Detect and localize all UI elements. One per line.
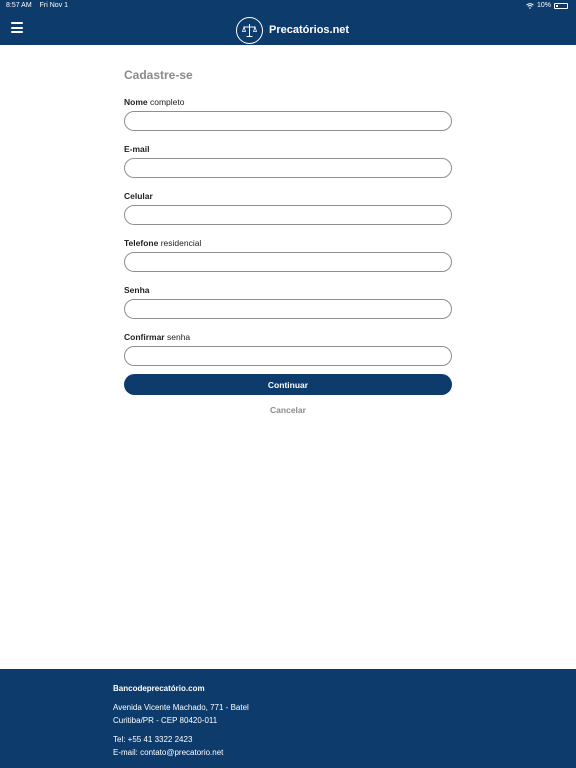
- footer-phone: Tel: +55 41 3322 2423: [113, 735, 193, 744]
- form-title: Cadastre-se: [124, 68, 193, 82]
- field-label: [124, 284, 452, 296]
- footer-address: [113, 701, 249, 727]
- footer-contact: [113, 682, 249, 759]
- brand-logo[interactable]: [236, 16, 349, 44]
- field-label-bold: Senha: [124, 285, 150, 295]
- field-label: [124, 190, 452, 202]
- field-nome-completo: [124, 96, 452, 131]
- footer-contact-info: [113, 733, 249, 759]
- field-label: [124, 237, 452, 249]
- cancel-link[interactable]: Cancelar: [270, 405, 306, 415]
- field-label-bold: Telefone: [124, 238, 159, 248]
- battery-percent: 10%: [536, 2, 551, 9]
- status-time-date: [6, 0, 68, 12]
- footer-company: Bancodeprecatório.com: [113, 684, 205, 693]
- nome-completo-input[interactable]: [124, 111, 452, 131]
- field-label-bold: Confirmar: [124, 332, 165, 342]
- status-bar: [0, 0, 576, 12]
- brand-name: Precatórios.net: [269, 24, 350, 36]
- status-indicators: [526, 0, 568, 12]
- field-confirmar-senha: [124, 331, 452, 366]
- field-label-rest: senha: [164, 332, 191, 342]
- field-label: [124, 143, 452, 155]
- page-footer: [0, 669, 576, 768]
- wifi-icon: [526, 3, 534, 9]
- field-label-bold: E-mail: [124, 144, 150, 154]
- senha-input[interactable]: [124, 299, 452, 319]
- field-email: [124, 143, 452, 178]
- battery-icon: [554, 3, 568, 9]
- field-label-rest: completo: [147, 97, 185, 107]
- footer-address-line1: Avenida Vicente Machado, 771 - Batel: [113, 703, 249, 712]
- field-label-rest: residencial: [158, 238, 202, 248]
- status-time: 8:57 AM: [6, 2, 32, 9]
- footer-email[interactable]: E-mail: contato@precatorio.net: [113, 748, 224, 757]
- footer-address-line2: Curitiba/PR - CEP 80420-011: [113, 716, 218, 725]
- email-input[interactable]: [124, 158, 452, 178]
- telefone-residencial-input[interactable]: [124, 252, 452, 272]
- hamburger-menu-icon[interactable]: [11, 22, 23, 33]
- celular-input[interactable]: [124, 205, 452, 225]
- continue-button[interactable]: Continuar: [124, 374, 452, 395]
- status-date: Fri Nov 1: [39, 2, 69, 9]
- field-label: [124, 331, 452, 343]
- confirmar-senha-input[interactable]: [124, 346, 452, 366]
- app-header: [0, 0, 576, 45]
- field-celular: [124, 190, 452, 225]
- scales-of-justice-icon: [236, 17, 263, 44]
- field-telefone-residencial: [124, 237, 452, 272]
- signup-form: [124, 66, 452, 415]
- field-label-bold: Celular: [124, 191, 153, 201]
- field-label: [124, 96, 452, 108]
- field-senha: [124, 284, 452, 319]
- field-label-bold: Nome: [124, 97, 148, 107]
